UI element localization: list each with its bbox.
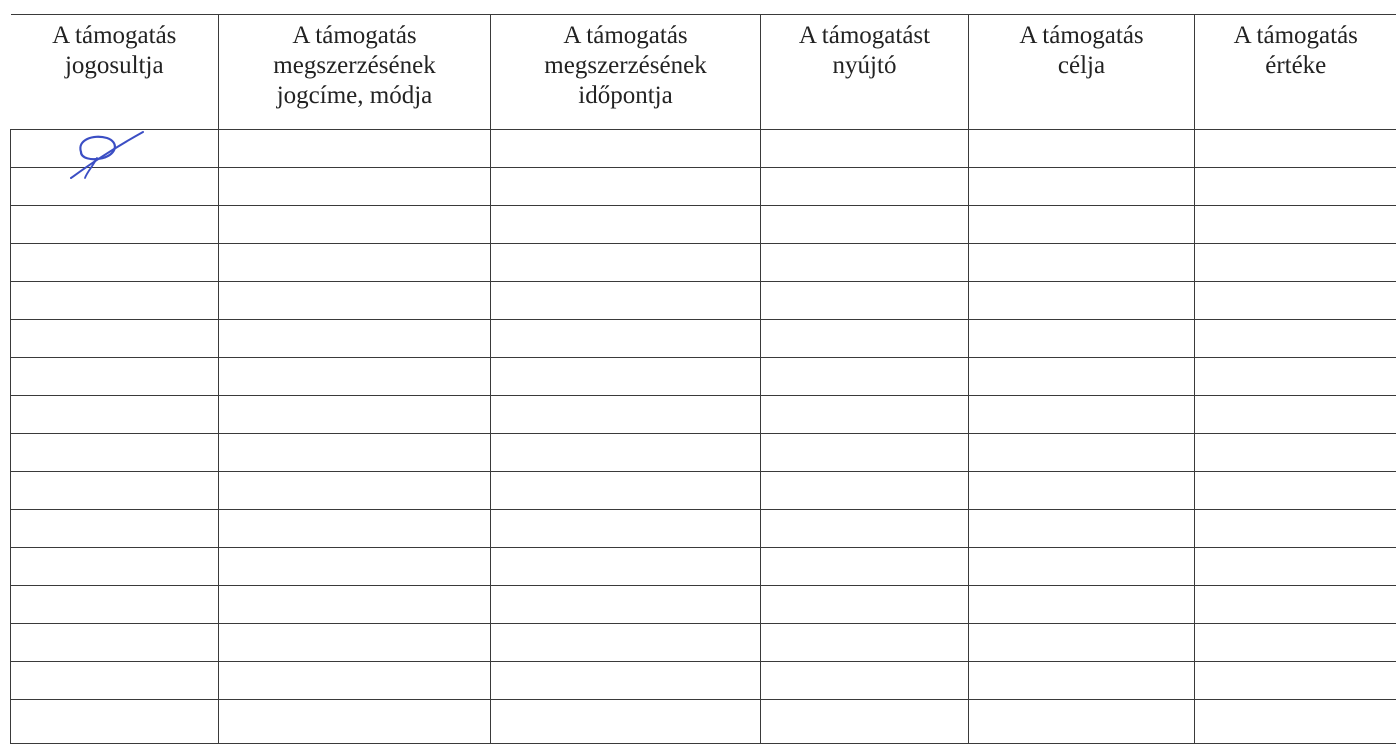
table-cell[interactable] — [219, 510, 491, 548]
table-cell[interactable] — [1195, 434, 1396, 472]
column-header-value — [1195, 15, 1396, 130]
table-cell[interactable] — [11, 168, 219, 206]
table-cell[interactable] — [491, 358, 761, 396]
table-cell[interactable] — [11, 244, 219, 282]
table-cell[interactable] — [219, 396, 491, 434]
table-cell[interactable] — [219, 434, 491, 472]
table-cell[interactable] — [761, 206, 969, 244]
table-cell[interactable] — [491, 168, 761, 206]
column-header-acquisition-date — [491, 15, 761, 130]
table-cell[interactable] — [11, 510, 219, 548]
header-line: célja — [969, 51, 1194, 81]
table-cell[interactable] — [1195, 244, 1396, 282]
table-cell[interactable] — [219, 244, 491, 282]
table-cell[interactable] — [969, 662, 1195, 700]
header-line: jogosultja — [11, 51, 219, 81]
table-cell[interactable] — [11, 434, 219, 472]
table-cell[interactable] — [1195, 130, 1396, 168]
table-cell[interactable] — [491, 700, 761, 744]
table-cell[interactable] — [761, 624, 969, 662]
header-line: megszerzésének — [219, 51, 490, 81]
table-row — [11, 510, 1396, 548]
table-cell[interactable] — [11, 396, 219, 434]
table-cell[interactable] — [761, 358, 969, 396]
table-row — [11, 282, 1396, 320]
table-cell[interactable] — [219, 662, 491, 700]
header-line: A támogatás — [1195, 21, 1396, 51]
header-line: jogcíme, módja — [219, 81, 490, 111]
header-line: értéke — [1195, 51, 1396, 81]
table-cell[interactable] — [491, 472, 761, 510]
table-cell[interactable] — [219, 358, 491, 396]
table-cell[interactable] — [1195, 168, 1396, 206]
table-cell[interactable] — [969, 358, 1195, 396]
table-cell[interactable] — [1195, 358, 1396, 396]
column-header-beneficiary — [11, 15, 219, 130]
table-row — [11, 358, 1396, 396]
table-cell[interactable] — [219, 206, 491, 244]
table-row — [11, 548, 1396, 586]
header-line: A támogatás — [491, 21, 760, 51]
table-cell[interactable] — [491, 662, 761, 700]
table-body — [11, 130, 1396, 744]
header-line: megszerzésének — [491, 51, 760, 81]
table-cell[interactable] — [969, 130, 1195, 168]
table-cell[interactable] — [219, 472, 491, 510]
table-cell[interactable] — [491, 434, 761, 472]
table-cell[interactable] — [491, 130, 761, 168]
table-cell[interactable] — [11, 586, 219, 624]
table-cell[interactable] — [1195, 586, 1396, 624]
table-cell[interactable] — [1195, 282, 1396, 320]
table-cell[interactable] — [219, 130, 491, 168]
table-cell[interactable] — [969, 510, 1195, 548]
table-cell[interactable] — [219, 586, 491, 624]
table-row — [11, 206, 1396, 244]
table-cell[interactable] — [219, 700, 491, 744]
table-row — [11, 472, 1396, 510]
table-cell[interactable] — [969, 472, 1195, 510]
table-cell[interactable] — [969, 586, 1195, 624]
table-cell[interactable] — [761, 662, 969, 700]
table-cell[interactable] — [11, 624, 219, 662]
table-cell[interactable] — [969, 396, 1195, 434]
table-cell[interactable] — [969, 434, 1195, 472]
support-declaration-table — [10, 14, 1396, 744]
table-cell[interactable] — [1195, 510, 1396, 548]
table-cell[interactable] — [11, 282, 219, 320]
table-cell[interactable] — [491, 320, 761, 358]
table-cell[interactable] — [969, 320, 1195, 358]
table-cell[interactable] — [491, 510, 761, 548]
table-cell[interactable] — [1195, 548, 1396, 586]
table-row — [11, 700, 1396, 744]
table-cell[interactable] — [11, 700, 219, 744]
table-cell[interactable] — [491, 244, 761, 282]
table-row — [11, 244, 1396, 282]
table-cell[interactable] — [761, 130, 969, 168]
table-row — [11, 586, 1396, 624]
table-cell[interactable] — [969, 700, 1195, 744]
table-cell[interactable] — [1195, 624, 1396, 662]
table-cell[interactable] — [761, 510, 969, 548]
table-row — [11, 168, 1396, 206]
table-cell[interactable] — [491, 624, 761, 662]
table-cell[interactable] — [1195, 662, 1396, 700]
header-line: időpontja — [491, 81, 760, 111]
table-cell[interactable] — [491, 206, 761, 244]
table-cell[interactable] — [1195, 472, 1396, 510]
table-cell[interactable] — [761, 396, 969, 434]
table-row — [11, 320, 1396, 358]
header-line: A támogatást — [761, 21, 968, 51]
table-cell[interactable] — [219, 168, 491, 206]
table-cell[interactable] — [761, 320, 969, 358]
table-cell[interactable] — [491, 282, 761, 320]
column-header-purpose — [969, 15, 1195, 130]
table-cell[interactable] — [761, 548, 969, 586]
header-line: A támogatás — [969, 21, 1194, 51]
table-row — [11, 624, 1396, 662]
table-cell[interactable] — [761, 700, 969, 744]
table-row — [11, 130, 1396, 168]
table-cell[interactable] — [491, 586, 761, 624]
table-row — [11, 662, 1396, 700]
table-cell[interactable] — [11, 358, 219, 396]
header-line: nyújtó — [761, 51, 968, 81]
table-cell[interactable] — [11, 320, 219, 358]
table-cell[interactable] — [969, 548, 1195, 586]
table-cell[interactable] — [11, 662, 219, 700]
column-header-provider — [761, 15, 969, 130]
table-cell[interactable] — [969, 282, 1195, 320]
table-row — [11, 396, 1396, 434]
table-cell[interactable] — [11, 206, 219, 244]
table-cell[interactable] — [219, 624, 491, 662]
table-cell[interactable] — [11, 472, 219, 510]
column-header-legal-title — [219, 15, 491, 130]
table-cell[interactable] — [761, 472, 969, 510]
table-cell[interactable] — [761, 586, 969, 624]
table-cell[interactable] — [219, 548, 491, 586]
table-cell[interactable] — [761, 282, 969, 320]
header-line: A támogatás — [219, 21, 490, 51]
table-cell[interactable] — [761, 168, 969, 206]
header-line: A támogatás — [11, 21, 219, 51]
table-cell[interactable] — [969, 206, 1195, 244]
table-row — [11, 434, 1396, 472]
table-cell[interactable] — [11, 548, 219, 586]
table-cell[interactable] — [969, 168, 1195, 206]
table-cell[interactable] — [1195, 206, 1396, 244]
table-cell[interactable] — [1195, 320, 1396, 358]
table-cell[interactable] — [219, 282, 491, 320]
table-cell[interactable] — [1195, 700, 1396, 744]
table-cell[interactable] — [969, 244, 1195, 282]
header-row — [11, 15, 1396, 130]
table-cell[interactable] — [761, 244, 969, 282]
table-cell[interactable] — [11, 130, 219, 168]
table-cell[interactable] — [761, 434, 969, 472]
table-cell[interactable] — [491, 396, 761, 434]
table-cell[interactable] — [491, 548, 761, 586]
table-cell[interactable] — [219, 320, 491, 358]
table-cell[interactable] — [1195, 396, 1396, 434]
table-cell[interactable] — [969, 624, 1195, 662]
